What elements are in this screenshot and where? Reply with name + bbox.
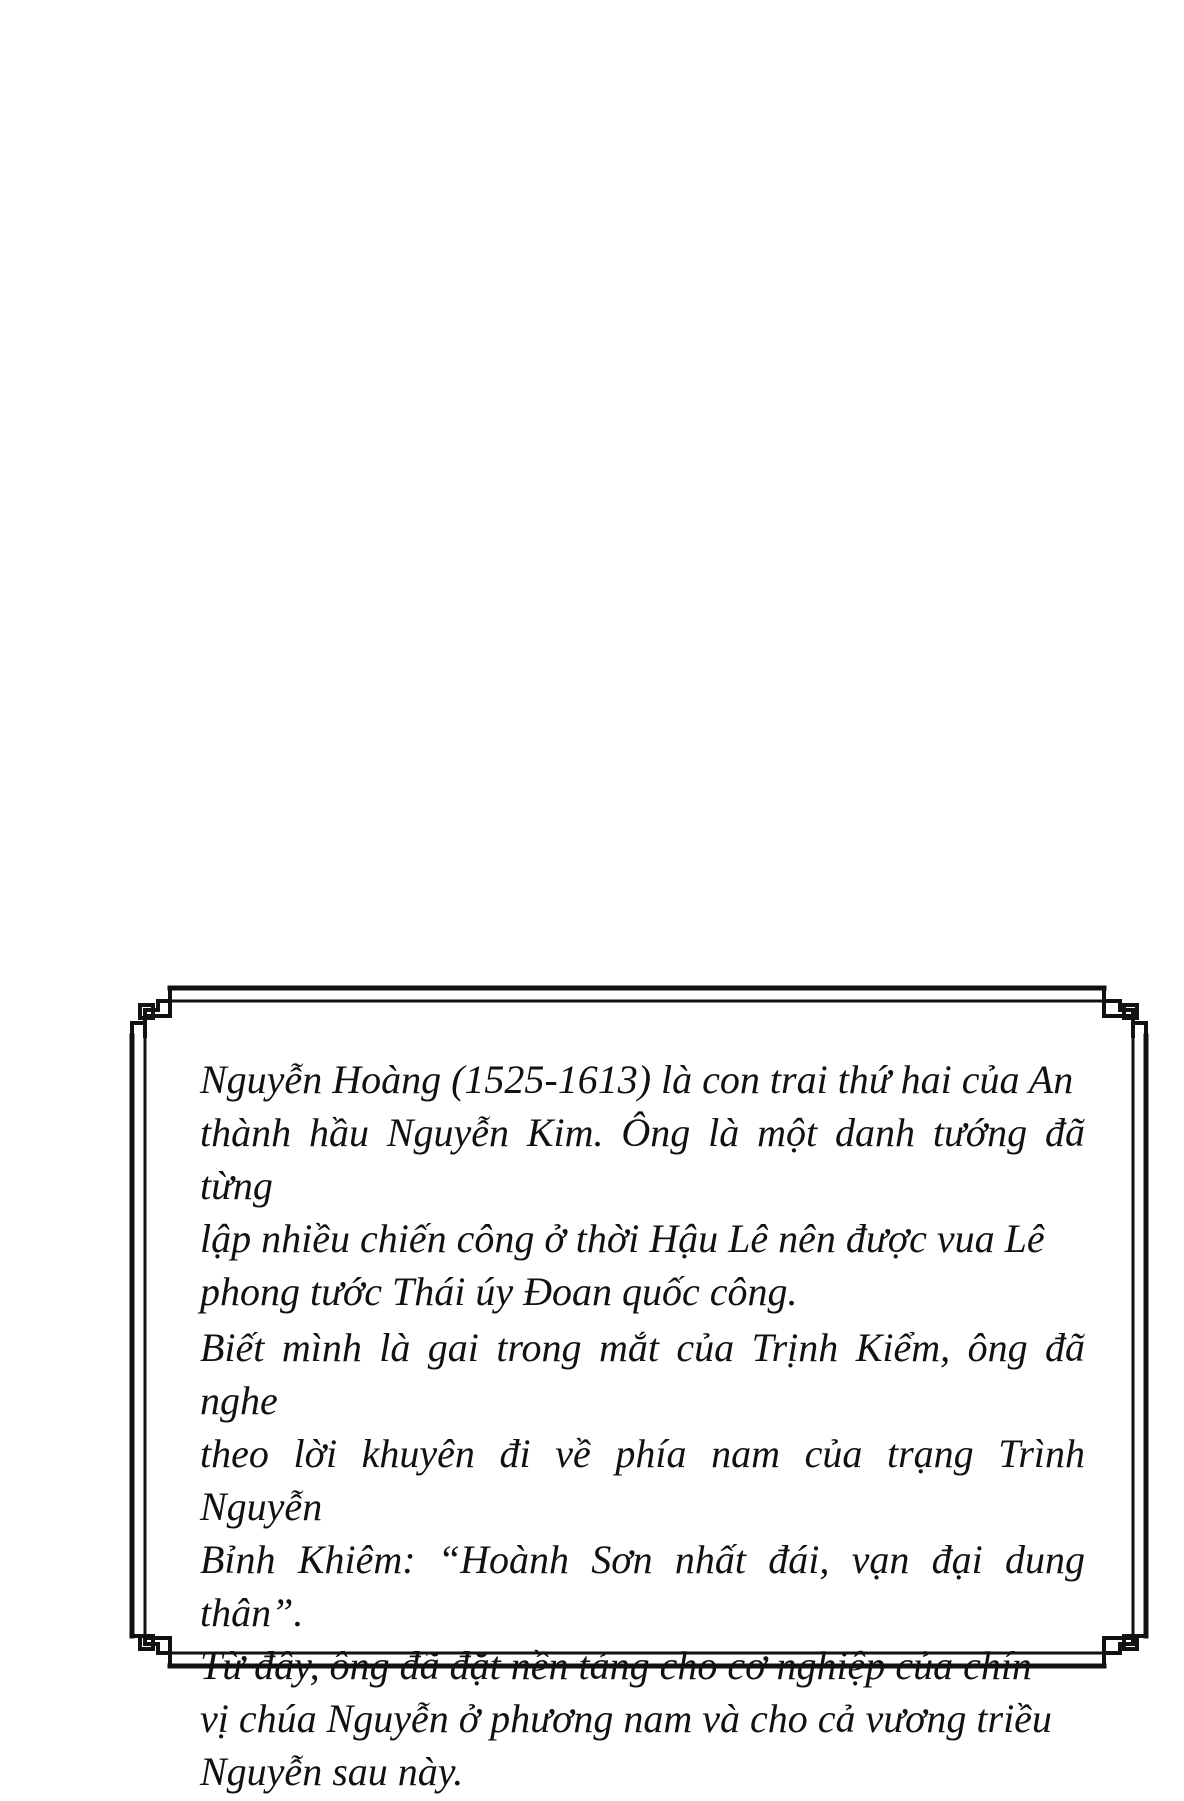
text-line: Biết mình là gai trong mắt của Trịnh Kiểm, ông đã nghe: [200, 1325, 1085, 1423]
corner-ornament-top-right: [1104, 988, 1146, 1036]
text-line: vị chúa Nguyễn ở phương nam và cho cả vương triều: [200, 1696, 1052, 1741]
corner-ornament-bottom-right: [1104, 1636, 1146, 1666]
corner-ornament-top-left: [132, 988, 170, 1036]
text-line: Nguyễn sau này.: [200, 1749, 464, 1794]
biography-text-box: [200, 1053, 1085, 1801]
text-line: Từ đây, ông đã đặt nền tảng cho cơ nghiệp của chín: [200, 1643, 1032, 1688]
text-line: Bỉnh Khiêm: “Hoành Sơn nhất đái, vạn đại dung thân”.: [200, 1537, 1085, 1635]
text-line: Nguyễn Hoàng (1525-1613) là con trai thứ hai của An: [200, 1057, 1074, 1102]
text-line: lập nhiều chiến công ở thời Hậu Lê nên được vua Lê: [200, 1216, 1045, 1261]
paragraph-2: [200, 1321, 1085, 1798]
corner-ornament-bottom-left: [132, 1636, 170, 1666]
paragraph-1: [200, 1053, 1085, 1318]
text-line: phong tước Thái úy Đoan quốc công.: [200, 1269, 798, 1314]
text-line: theo lời khuyên đi về phía nam của trạng Trình Nguyễn: [200, 1431, 1085, 1529]
text-line: thành hầu Nguyễn Kim. Ông là một danh tướng đã từng: [200, 1110, 1085, 1208]
